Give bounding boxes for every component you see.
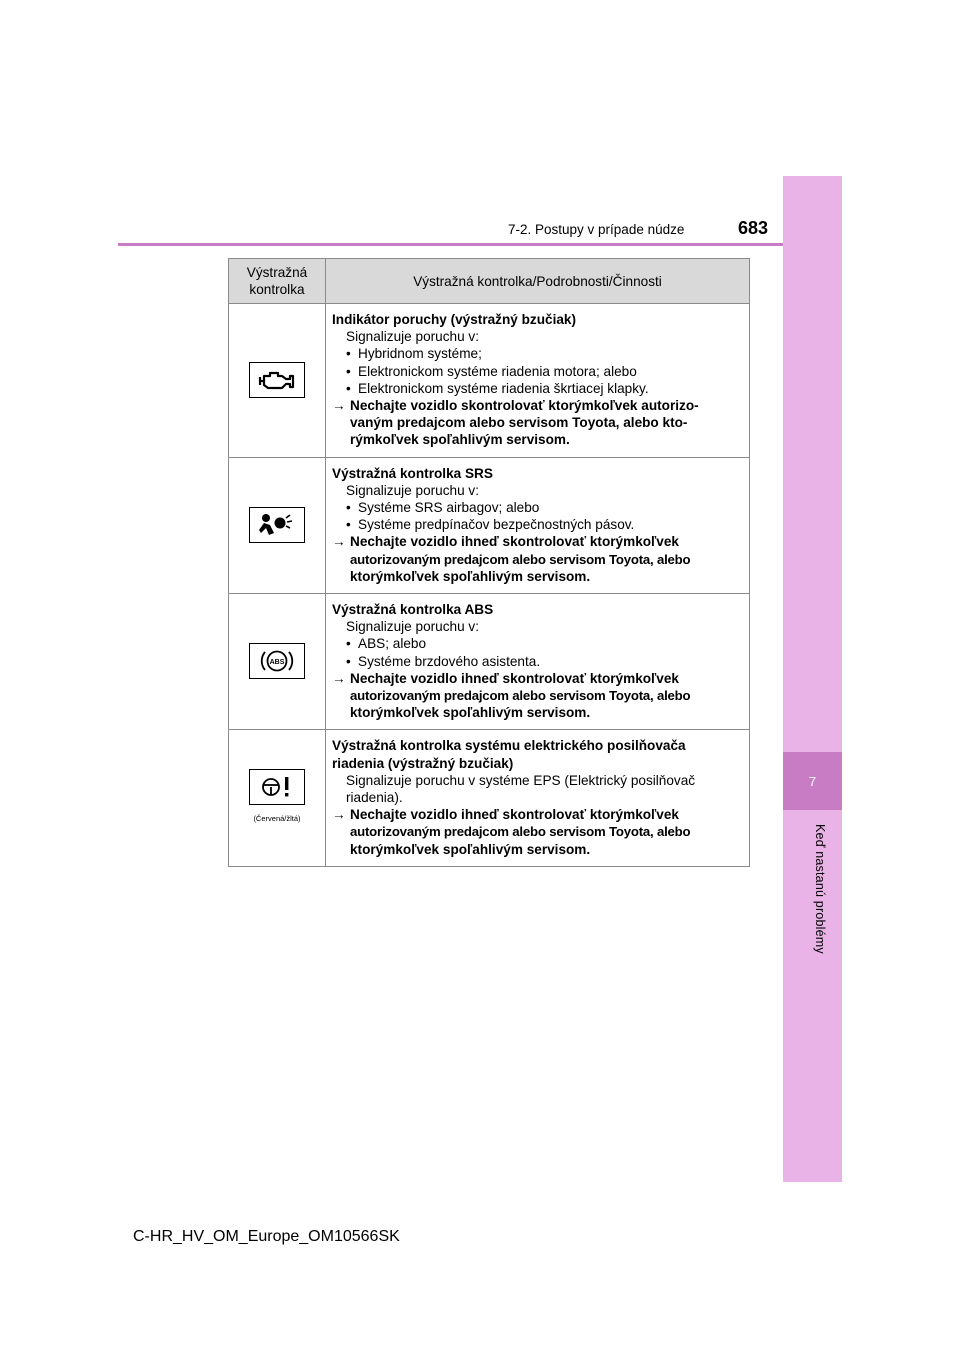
- row-title: Výstražná kontrolka ABS: [332, 602, 494, 618]
- arrow-icon: →: [332, 807, 346, 823]
- arrow-icon: →: [332, 398, 346, 414]
- icon-cell: [229, 730, 326, 866]
- arrow-icon: →: [332, 534, 346, 550]
- abs-icon: [249, 643, 305, 679]
- table-header-row: [229, 259, 750, 304]
- icon-cell: [229, 594, 326, 730]
- icon-color-note: (Červená/žltá): [253, 813, 301, 823]
- list-item: • Systéme SRS airbagov; alebo: [346, 500, 540, 516]
- row-intro: Signalizuje poruchu v:: [346, 619, 479, 635]
- details-cell: [326, 457, 750, 593]
- list-item: • Elektronickom systéme riadenia škrtiacej klapky.: [346, 380, 649, 396]
- chapter-title: Keď nastanú problémy: [813, 824, 827, 954]
- svg-text:ABS: ABS: [269, 659, 285, 667]
- page-number: 683: [738, 218, 769, 238]
- row-intro: Signalizuje poruchu v:: [346, 482, 479, 498]
- column-header-details: Výstražná kontrolka/Podrobnosti/Činnosti: [326, 259, 750, 304]
- details-cell: [326, 730, 750, 866]
- header-divider: [118, 243, 783, 246]
- list-item: • Systéme predpínačov bezpečnostných pásov.: [346, 517, 635, 533]
- icon-cell: [229, 457, 326, 593]
- check-engine-icon: [249, 362, 305, 398]
- row-intro: Signalizuje poruchu v systéme EPS (Elektrický posilňovač riadenia).: [346, 772, 696, 806]
- row-title: Indikátor poruchy (výstražný bzučiak): [332, 312, 576, 327]
- chapter-side-tab: [783, 176, 842, 1182]
- eps-steering-icon: [249, 769, 305, 805]
- column-header-light: Výstražná kontrolka: [229, 259, 326, 304]
- table-row: [229, 730, 750, 866]
- table-row: [229, 594, 750, 730]
- row-title: Výstražná kontrolka systému elektrického posilňovača riadenia (výstražný bzučiak): [332, 738, 686, 771]
- section-title: 7-2. Postupy v prípade núdze: [508, 222, 685, 237]
- details-cell: [326, 594, 750, 730]
- warning-lights-table: [228, 258, 750, 867]
- action-text: → Nechajte vozidlo ihneď skontrolovať ktorýmkoľvek autorizovaným predajcom alebo servisom Toyota, alebo ktorýmkoľvek spoľahlivým servisom.: [332, 807, 691, 857]
- list-item: • Hybridnom systéme;: [346, 346, 482, 362]
- row-intro: Signalizuje poruchu v:: [346, 329, 479, 345]
- list-item: • Elektronickom systéme riadenia motora; alebo: [346, 363, 637, 379]
- list-item: • ABS; alebo: [346, 636, 427, 652]
- details-cell: [326, 304, 750, 458]
- action-text: → Nechajte vozidlo ihneď skontrolovať ktorýmkoľvek autorizovaným predajcom alebo servisom Toyota, alebo ktorýmkoľvek spoľahlivým servisom.: [332, 670, 691, 721]
- table-row: [229, 457, 750, 593]
- srs-airbag-icon: [249, 507, 305, 543]
- action-text: → Nechajte vozidlo ihneď skontrolovať ktorýmkoľvek autorizovaným predajcom alebo servisom Toyota, alebo ktorýmkoľvek spoľahlivým servisom.: [332, 534, 691, 584]
- document-code: C-HR_HV_OM_Europe_OM10566SK: [133, 1228, 400, 1245]
- action-text: → Nechajte vozidlo skontrolovať ktorýmkoľvek autorizo- vaným predajcom alebo servisom Toyota, alebo kto- rýmkoľvek spoľahlivým servisom.: [332, 398, 699, 448]
- arrow-icon: →: [332, 670, 346, 686]
- row-title: Výstražná kontrolka SRS: [332, 465, 493, 481]
- chapter-number: 7: [783, 752, 842, 810]
- icon-cell: [229, 304, 326, 458]
- table-row: [229, 304, 750, 458]
- list-item: • Systéme brzdového asistenta.: [346, 653, 541, 669]
